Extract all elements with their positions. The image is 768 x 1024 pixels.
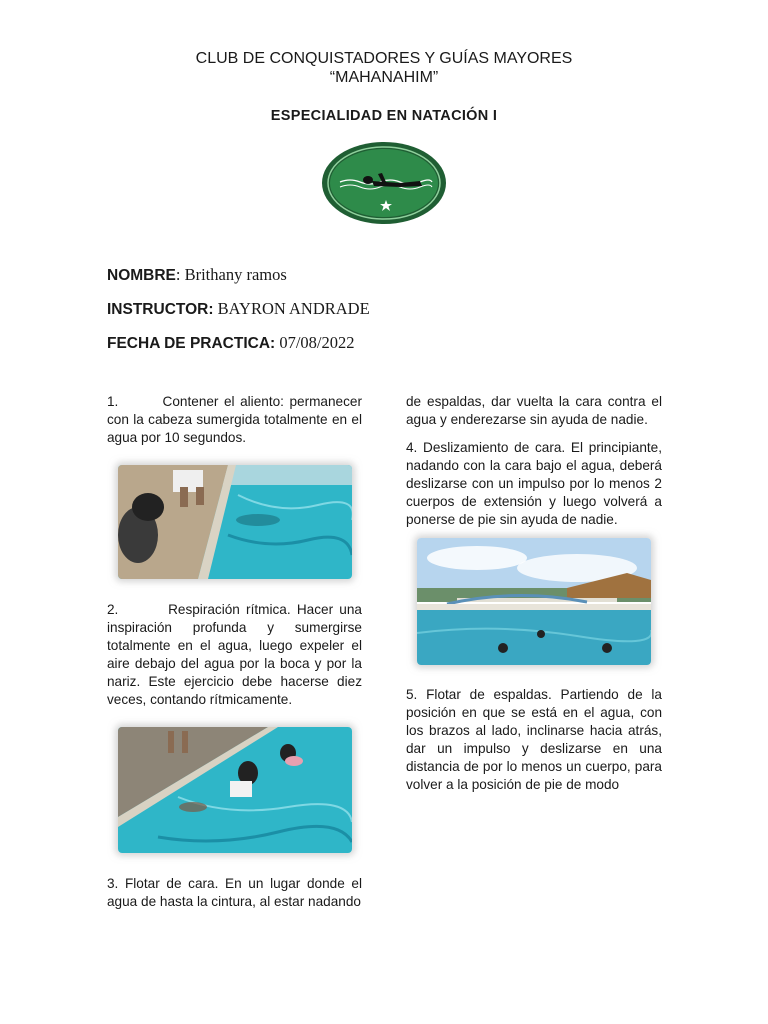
nombre-label: NOMBRE — [107, 267, 176, 284]
club-subtitle: “MAHANAHIM” — [329, 69, 439, 86]
fecha-value: 07/08/2022 — [275, 333, 355, 352]
step-4-text: 4. Deslizamiento de cara. El principiante, nadando con la cara bajo el agua, deberá deslizarse con un impulso por lo menos 2 cuerpos de extensión y luego volverá a ponerse de pie sin ayuda de nadie. — [406, 440, 662, 527]
photo-face-glide — [417, 538, 651, 665]
nombre-value: : Brithany ramos — [175, 265, 287, 284]
instructor-label: INSTRUCTOR: — [107, 301, 214, 318]
photo-breath-holding — [118, 465, 352, 579]
page-title: ESPECIALIDAD EN NATACIÓN I — [270, 108, 498, 124]
step-2-text: 2. Respiración rítmica. Hacer una inspiración profunda y sumergirse totalmente en el agua, luego expeler el aire debajo del agua por la boca y por la nariz. Este ejercicio debe hacerse diez veces, contando rítmicamente. — [107, 602, 366, 707]
instructor-value: BAYRON ANDRADE — [213, 299, 370, 318]
club-name: CLUB DE CONQUISTADORES Y GUÍAS MAYORES — [195, 50, 573, 67]
instructor-field — [107, 299, 370, 320]
fecha-field — [107, 333, 355, 354]
photo-rhythmic-breathing — [118, 727, 352, 853]
step-3-continued-text: de espaldas, dar vuelta la cara contra el agua y enderezarse sin ayuda de nadie. — [406, 394, 662, 427]
step-1-text: 1. Contener el aliento: permanecer con la cabeza sumergida totalmente en el agua por 10 segundos. — [107, 394, 366, 445]
fecha-label: FECHA DE PRACTICA: — [107, 335, 276, 352]
nombre-field — [107, 265, 287, 286]
step-3-text: 3. Flotar de cara. En un lugar donde el agua de hasta la cintura, al estar nadando — [107, 876, 362, 909]
step-5-text: 5. Flotar de espaldas. Partiendo de la posición en que se está en el agua, con los brazos al lado, inclinarse hacia atrás, dar un impulso y deslizarse en una distancia de por lo menos un cuerpo, para volver a la posición de pie de modo — [406, 687, 662, 792]
swimming-badge-icon — [320, 140, 448, 226]
